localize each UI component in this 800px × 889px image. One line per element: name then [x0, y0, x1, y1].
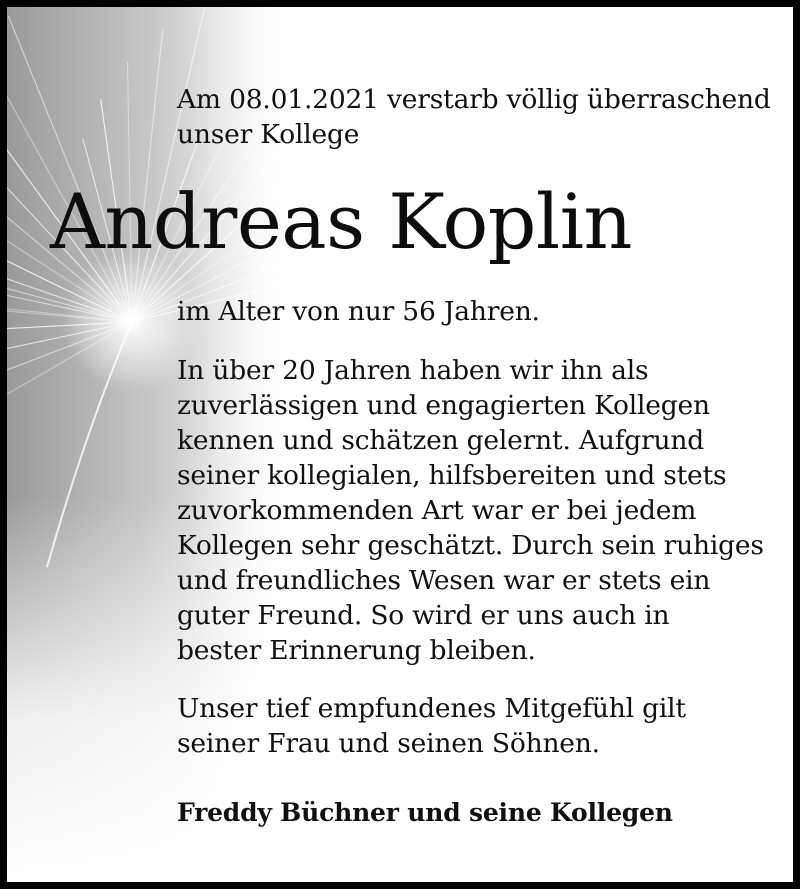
tribute-line: und freundliches Wesen war er stets ein	[177, 565, 711, 596]
tribute-line: zuvorkommenden Art war er bei jedem	[177, 495, 697, 526]
tribute-line: zuverlässigen und engagierten Kollegen	[177, 390, 710, 421]
condolence-line: seiner Frau und seinen Söhnen.	[177, 728, 600, 759]
intro-text	[177, 82, 777, 152]
tribute-line: seiner kollegialen, hilfsbereiten und stets	[177, 460, 727, 491]
tribute-line: guter Freund. So wird er uns auch in	[177, 600, 670, 631]
signature	[177, 795, 777, 830]
tribute-paragraph	[177, 353, 777, 668]
age-text: im Alter von nur 56 Jahren.	[177, 296, 540, 327]
tribute-line: In über 20 Jahren haben wir ihn als	[177, 355, 649, 386]
intro-line: unser Kollege	[177, 119, 360, 150]
signature-text: Freddy Büchner und seine Kollegen	[177, 798, 673, 827]
condolence-paragraph	[177, 691, 777, 761]
tribute-line: bester Erinnerung bleiben.	[177, 635, 536, 666]
age-line	[177, 294, 777, 329]
intro-line: Am 08.01.2021 verstarb völlig überraschend	[177, 84, 771, 115]
tribute-line: Kollegen sehr geschätzt. Durch sein ruhiges	[177, 530, 764, 561]
tribute-line: kennen und schätzen gelernt. Aufgrund	[177, 425, 705, 456]
condolence-line: Unser tief empfundenes Mitgefühl gilt	[177, 693, 686, 724]
deceased-name: Andreas Koplin	[50, 177, 632, 266]
